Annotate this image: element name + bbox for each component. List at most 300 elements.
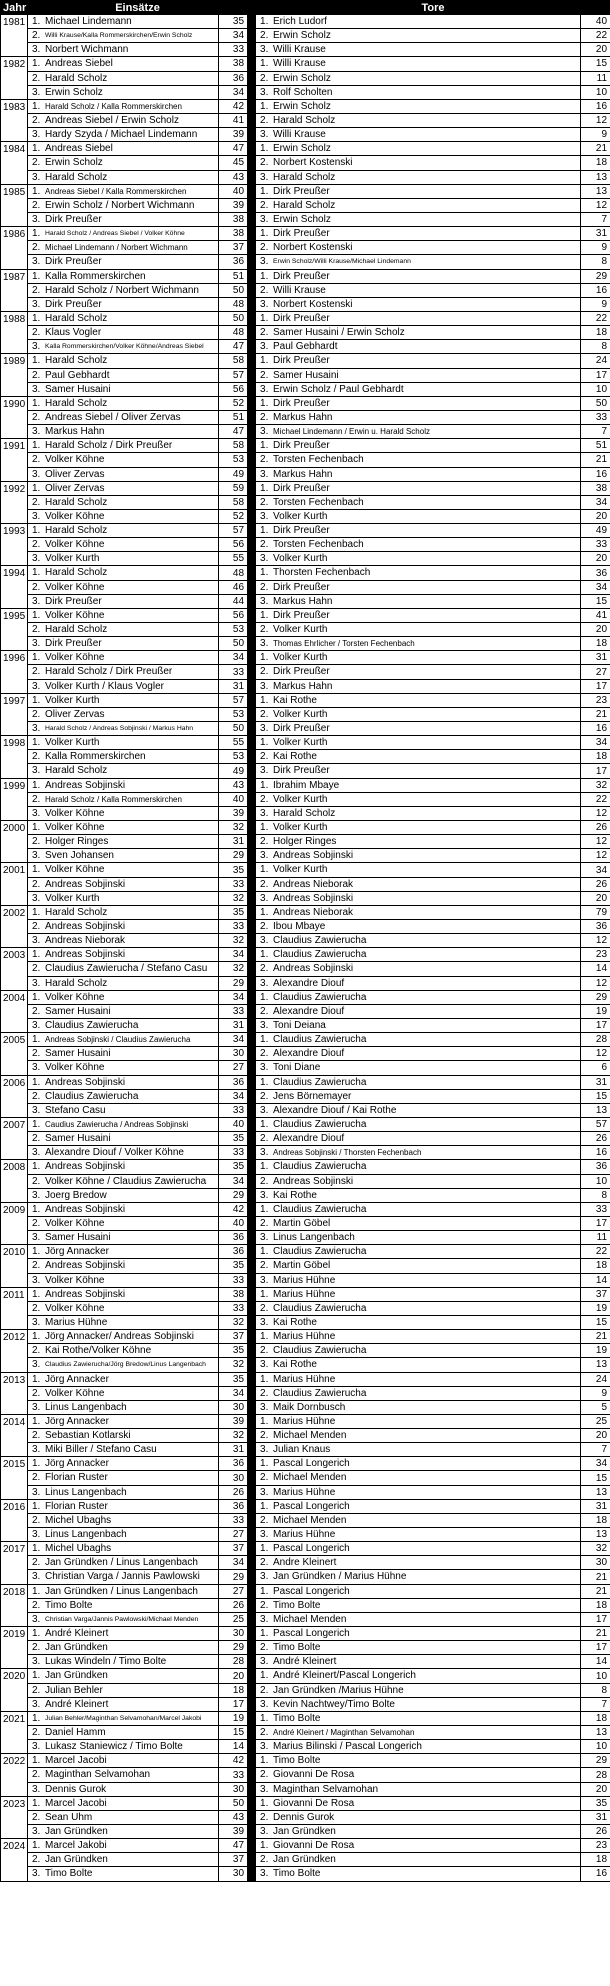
value-cell: 16 [581,1867,610,1881]
table-row [1,722,610,736]
player-cell [256,524,581,538]
rank-label: 3. [32,1529,41,1541]
rank-label: 3. [260,1868,269,1880]
rank-label: 2. [32,1811,41,1823]
player-cell [28,57,219,71]
section-divider [248,1117,256,1131]
value-cell: 22 [581,1245,610,1259]
value-cell: 37 [219,1330,248,1344]
value-cell: 8 [581,255,610,269]
table-row [1,849,610,863]
player-name: Harald Scholz / Kalla Rommerskirchen [45,794,182,804]
player-cell [28,1103,219,1117]
player-cell [28,835,219,849]
table-row [1,1174,610,1188]
player-name: Harald Scholz / Andreas Siebel / Volker Köhne [45,230,185,238]
player-name: Jan Gründken / Marius Hühne [273,1571,407,1583]
rank-label: 3. [32,468,41,480]
rank-label: 1. [32,1288,41,1300]
section-divider [248,849,256,863]
player-name: Harald Scholz / Andreas Sobjinski / Markus Hahn [45,725,194,733]
player-cell [28,43,219,57]
rank-label: 3. [260,1826,269,1837]
player-name: Martin Göbel [273,1217,331,1229]
table-row [1,1839,610,1853]
value-cell: 53 [219,707,248,721]
rank-label: 3. [32,1613,41,1625]
player-cell [28,1231,219,1245]
player-cell [28,297,219,311]
player-cell [256,863,581,877]
section-divider [248,1231,256,1245]
value-cell: 34 [581,1457,610,1471]
rank-label: 3. [32,1868,41,1880]
player-cell [256,212,581,226]
rank-label: 3. [32,1274,41,1286]
value-cell: 18 [581,637,610,651]
section-divider [248,665,256,679]
value-cell: 49 [219,764,248,778]
table-row [1,1344,610,1358]
player-name: Volker Köhne [45,1387,105,1399]
player-cell [28,184,219,198]
player-cell [28,170,219,184]
player-cell [256,1612,581,1626]
player-cell [28,877,219,891]
player-name: Volker Köhne [45,864,105,876]
rank-label: 3. [260,86,269,98]
table-row [1,637,610,651]
player-name: Claudius Zawierucha [273,1387,367,1399]
rank-label: 1. [260,440,269,452]
value-cell: 18 [581,1711,610,1725]
player-name: Dirk Preußer [45,256,102,268]
value-cell: 39 [219,806,248,820]
rank-label: 3. [32,86,41,98]
player-name: Martin Göbel [273,1260,331,1272]
player-name: Michel Ubaghs [45,1514,112,1526]
player-cell [28,849,219,863]
table-row [1,1414,610,1428]
rank-label: 3. [260,1741,269,1753]
section-divider [248,637,256,651]
rank-label: 3. [260,468,269,480]
player-cell [256,1301,581,1315]
rank-label: 3. [32,935,41,947]
player-name: Volker Köhne [45,991,105,1003]
player-name: Claudius Zawierucha [273,935,367,947]
value-cell: 50 [219,1796,248,1810]
value-cell: 12 [581,976,610,990]
table-row [1,1075,610,1089]
value-cell: 22 [581,29,610,43]
player-cell [28,1245,219,1259]
rank-label: 2. [260,1430,269,1442]
rank-label: 3. [32,1147,41,1159]
section-divider [248,368,256,382]
section-divider [248,1089,256,1103]
rank-label: 1. [32,1585,41,1597]
value-cell: 31 [219,679,248,693]
section-divider [248,1103,256,1117]
player-cell [28,1372,219,1386]
section-divider [248,1513,256,1527]
player-cell [28,1061,219,1075]
player-cell [256,1132,581,1146]
player-name: Linus Langenbach [45,1529,127,1541]
rank-label: 2. [260,1642,269,1654]
rank-label: 3. [260,1316,269,1328]
player-name: Dirk Preußer [273,765,330,777]
value-cell: 25 [219,1612,248,1626]
player-cell [28,283,219,297]
table-row [1,326,610,340]
table-row [1,1018,610,1032]
player-cell [28,920,219,934]
year-cell: 1994 [1,566,28,608]
year-cell: 1989 [1,354,28,396]
section-divider [248,1146,256,1160]
year-cell: 1993 [1,524,28,566]
section-divider [248,948,256,962]
value-cell: 52 [219,396,248,410]
player-cell [28,1301,219,1315]
player-cell [28,1528,219,1542]
value-cell: 34 [219,651,248,665]
rank-label: 2. [260,1217,269,1229]
value-cell: 34 [219,1174,248,1188]
table-row [1,1542,610,1556]
value-cell: 29 [219,1570,248,1584]
player-cell [28,113,219,127]
rank-label: 1. [260,312,269,324]
value-cell: 30 [219,1471,248,1485]
value-cell: 26 [219,1485,248,1499]
rank-label: 2. [260,1727,269,1739]
player-name: Erwin Scholz / Paul Gebhardt [273,383,404,395]
table-row [1,1400,610,1414]
value-cell: 30 [219,1400,248,1414]
player-name: Samer Husaini [45,383,111,395]
value-cell: 34 [219,1386,248,1400]
year-cell: 2024 [1,1839,28,1881]
rank-label: 3. [32,1571,41,1583]
player-cell [256,1443,581,1457]
section-divider [248,1485,256,1499]
player-cell [28,269,219,283]
player-cell [28,1358,219,1372]
player-name: Alexandre Diouf [273,1048,345,1060]
value-cell: 12 [581,835,610,849]
value-cell: 35 [219,15,248,29]
section-divider [248,1471,256,1485]
player-name: Marius Hühne [273,1274,336,1286]
player-name: Thomas Ehrlicher / Torsten Fechenbach [273,639,415,649]
rank-label: 1. [260,525,269,537]
rank-label: 2. [32,624,41,636]
rank-label: 3. [32,298,41,310]
player-name: Alexandre Diouf [273,977,345,989]
player-name: Andreas Sobjinski [45,1161,126,1173]
player-name: Erwin Scholz [273,72,331,84]
player-cell [256,340,581,354]
value-cell: 50 [219,283,248,297]
player-name: Linus Langenbach [45,1486,127,1498]
value-cell: 34 [581,580,610,594]
value-cell: 48 [219,326,248,340]
player-name: Jan Gründken [45,1854,108,1866]
table-row [1,410,610,424]
year-cell: 2008 [1,1160,28,1202]
section-divider [248,1245,256,1259]
section-divider [248,1061,256,1075]
header-jahr: Jahr [1,1,28,15]
value-cell: 7 [581,1443,610,1457]
year-cell: 1990 [1,396,28,438]
section-divider [248,538,256,552]
player-name: Samer Husaini [45,1232,111,1244]
player-name: Volker Kurth / Klaus Vogler [45,680,164,692]
player-cell [28,128,219,142]
rank-label: 2. [260,284,269,296]
player-name: Andreas Siebel / Oliver Zervas [45,411,181,423]
rank-label: 3. [260,595,269,607]
value-cell: 13 [581,1103,610,1117]
rank-label: 1. [260,1076,269,1088]
player-name: Willi Krause [273,129,326,141]
table-row [1,1485,610,1499]
section-divider [248,1782,256,1796]
section-divider [248,722,256,736]
table-row [1,1132,610,1146]
value-cell: 38 [581,481,610,495]
player-name: Timo Bolte [273,1599,321,1611]
rank-label: 2. [32,1727,41,1739]
rank-label: 1. [260,1288,269,1300]
player-name: Dirk Preußer [273,440,330,452]
section-divider [248,1429,256,1443]
player-cell [28,99,219,113]
player-name: Harald Scholz [45,171,108,183]
player-name: Andreas Sobjinski [45,921,126,932]
value-cell: 33 [219,43,248,57]
rank-label: 1. [32,228,41,240]
section-divider [248,1188,256,1202]
player-cell [28,608,219,622]
player-cell [28,1598,219,1612]
player-name: Marius Hühne [45,1316,108,1328]
rank-label: 1. [260,1373,269,1385]
player-name: Caudius Zawierucha / Andreas Sobjinski [45,1119,189,1129]
rank-label: 1. [32,1670,41,1682]
section-divider [248,128,256,142]
player-name: Volker Kurth [273,652,328,664]
player-name: Markus Hahn [273,468,333,480]
rank-label: 2. [32,454,41,466]
rank-label: 1. [32,1712,41,1724]
value-cell: 33 [581,1202,610,1216]
rank-label: 2. [260,539,269,551]
rank-label: 1. [32,1034,41,1046]
player-name: Maik Dornbusch [273,1401,346,1413]
rank-label: 1. [260,779,269,791]
player-cell [28,891,219,905]
section-divider [248,707,256,721]
rank-label: 3. [32,341,41,353]
section-divider [248,750,256,764]
section-divider [248,1556,256,1570]
player-cell [256,990,581,1004]
player-name: Harald Scholz [45,765,108,777]
player-name: Andreas Sobjinski [45,878,126,890]
rank-label: 2. [32,836,41,848]
player-name: Kai Rothe [273,694,317,706]
player-name: Volker Kurth [45,892,100,904]
player-name: Dirk Preußer [273,312,330,324]
player-cell [28,948,219,962]
player-name: Harald Scholz [45,72,108,84]
table-row [1,623,610,637]
player-name: Erwin Scholz [273,213,331,225]
value-cell: 47 [219,142,248,156]
value-cell: 47 [219,425,248,439]
table-row [1,241,610,255]
value-cell: 33 [219,1301,248,1315]
player-cell [28,354,219,368]
player-name: Samer Husaini [45,1133,111,1145]
player-cell [256,764,581,778]
section-divider [248,396,256,410]
player-cell [28,1414,219,1428]
value-cell: 56 [219,382,248,396]
player-name: Marius Hühne [273,1288,336,1300]
player-cell [28,1768,219,1782]
value-cell: 17 [219,1697,248,1711]
player-cell [28,637,219,651]
player-cell [256,283,581,297]
rank-label: 1. [32,1458,41,1470]
player-name: Claudius Zawierucha/Jörg Bredow/Linus Langenbach [45,1361,206,1369]
player-cell [256,57,581,71]
player-name: Marcel Jakobi [45,1840,107,1852]
player-name: Volker Köhne [45,1062,105,1074]
value-cell: 20 [581,891,610,905]
table-row [1,920,610,934]
player-cell [256,1711,581,1725]
section-divider [248,1018,256,1032]
section-divider [248,1726,256,1740]
value-cell: 23 [581,693,610,707]
player-cell [28,1867,219,1881]
player-cell [28,340,219,354]
player-cell [256,481,581,495]
rank-label: 3. [260,383,269,395]
rank-label: 1. [260,609,269,621]
rank-label: 3. [260,1104,269,1116]
rank-label: 2. [32,1557,41,1569]
value-cell: 21 [581,1627,610,1641]
rank-label: 1. [260,1585,269,1597]
rank-label: 2. [260,327,269,339]
rank-label: 3. [260,1486,269,1498]
player-cell [256,1825,581,1839]
value-cell: 37 [219,1853,248,1867]
table-row [1,665,610,679]
section-divider [248,792,256,806]
section-divider [248,1711,256,1725]
player-cell [256,467,581,481]
player-cell [256,198,581,212]
value-cell: 79 [581,905,610,919]
year-cell: 2022 [1,1754,28,1796]
rank-label: 2. [32,1345,41,1357]
player-name: Dirk Preußer [45,638,102,650]
value-cell: 32 [219,1315,248,1329]
table-row [1,1103,610,1117]
section-divider [248,85,256,99]
section-divider [248,1075,256,1089]
value-cell: 13 [581,184,610,198]
player-cell [28,1400,219,1414]
rank-label: 1. [260,1458,269,1470]
table-row [1,495,610,509]
value-cell: 53 [219,750,248,764]
player-cell [256,113,581,127]
year-cell: 2002 [1,905,28,947]
value-cell: 21 [581,1570,610,1584]
player-name: Florian Ruster [45,1472,108,1484]
table-row [1,1089,610,1103]
player-name: Kevin Nachtwey/Timo Bolte [273,1698,395,1710]
rank-label: 2. [260,1260,269,1272]
player-name: Marius Hühne [273,1373,336,1385]
player-name: Volker Köhne [45,822,105,834]
value-cell: 13 [581,1726,610,1740]
value-cell: 16 [581,283,610,297]
value-cell: 20 [581,623,610,637]
section-divider [248,693,256,707]
player-name: Andreas Sobjinski / Thorsten Fechenbach [273,1148,422,1158]
table-row [1,156,610,170]
value-cell: 36 [581,920,610,934]
rank-label: 1. [260,228,269,240]
year-cell: 2005 [1,1033,28,1075]
player-name: Holger Ringes [273,836,337,848]
section-divider [248,1768,256,1782]
player-cell [256,1174,581,1188]
value-cell: 41 [219,113,248,127]
section-divider [248,990,256,1004]
player-name: Michael Menden [273,1613,347,1625]
value-cell: 23 [581,1839,610,1853]
player-cell [256,580,581,594]
rank-label: 1. [32,270,41,282]
year-cell: 2007 [1,1117,28,1159]
value-cell: 53 [219,623,248,637]
year-cell: 1997 [1,693,28,735]
section-divider [248,552,256,566]
table-row [1,1754,610,1768]
section-divider [248,1004,256,1018]
player-cell [256,156,581,170]
rank-label: 1. [260,482,269,494]
rank-label: 2. [32,539,41,551]
value-cell: 13 [581,1528,610,1542]
rank-label: 2. [32,1769,41,1781]
player-cell [256,637,581,651]
player-name: Harald Scholz [273,199,336,211]
player-cell [28,990,219,1004]
